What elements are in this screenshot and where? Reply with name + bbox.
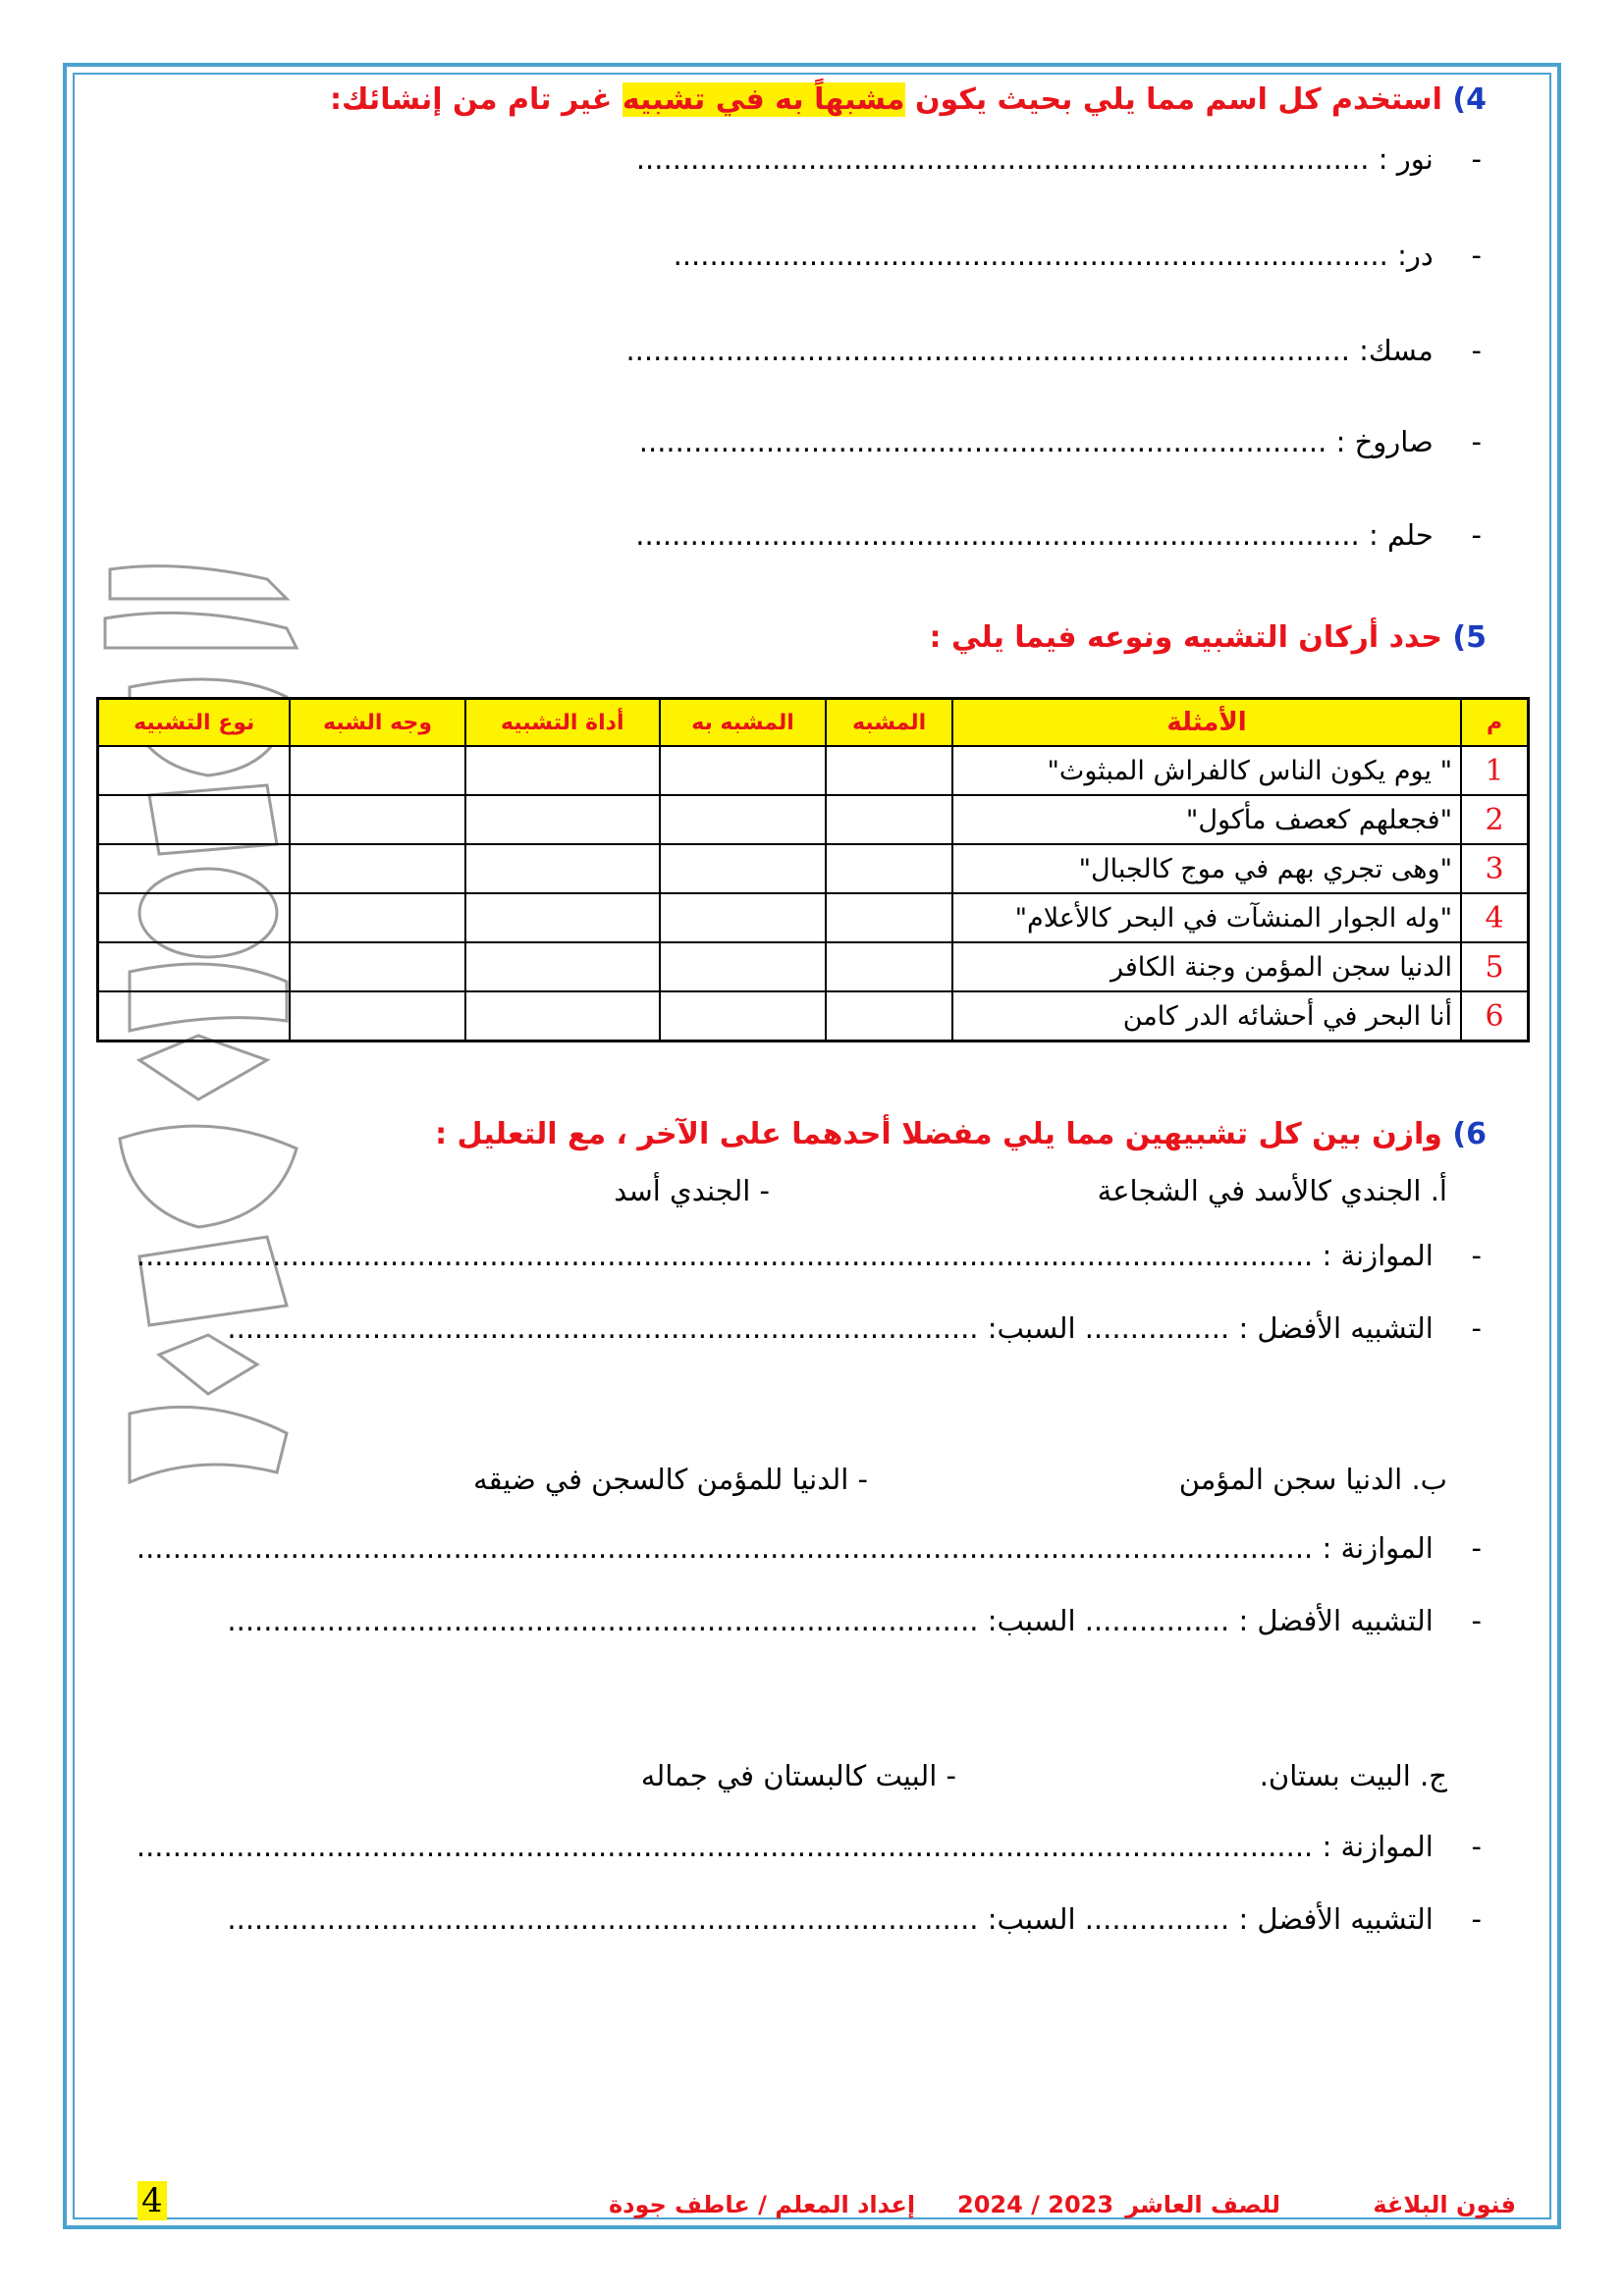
table-row (98, 991, 1529, 1041)
row-number: 1 (1461, 746, 1529, 795)
section-4-text-after: غير تام من إنشائك: (330, 82, 613, 117)
table-row (98, 746, 1529, 795)
comparison-label: الموازنة : (1322, 1531, 1434, 1565)
list-item (636, 142, 1482, 176)
answer-line[interactable]: ................................................................................. (635, 142, 1370, 176)
answer-cell[interactable] (98, 844, 291, 893)
table-header-row (98, 699, 1529, 747)
answer-cell[interactable] (98, 942, 291, 991)
footer-subject: فنون البلاغة (1373, 2191, 1516, 2218)
comparison-label: الموازنة : (1322, 1830, 1434, 1863)
answer-cell[interactable] (465, 942, 660, 991)
list-item (625, 334, 1482, 367)
answer-line[interactable]: ................................................................................ (625, 334, 1350, 367)
answer-line[interactable]: ................ (1084, 1604, 1230, 1637)
item-dash: - (1471, 142, 1482, 176)
best-simile-line (227, 1604, 1482, 1637)
example-cell: "وله الجوار المنشآت في البحر كالأعلام" (952, 893, 1461, 942)
pair-first-text: الدنيا سجن المؤمن (1178, 1463, 1403, 1496)
table-row (98, 893, 1529, 942)
page-number: 4 (137, 2181, 167, 2220)
item-label: حلم : (1368, 518, 1434, 552)
item-dash: - (1471, 239, 1482, 272)
item-label: صاروخ : (1335, 425, 1434, 458)
row-number: 3 (1461, 844, 1529, 893)
row-number: 5 (1461, 942, 1529, 991)
best-label: التشبيه الأفضل : (1238, 1604, 1434, 1637)
answer-cell[interactable] (98, 991, 291, 1041)
section-5-title: حدد أركان التشبيه ونوعه فيما يلي : (929, 620, 1442, 655)
pair-second: - البيت كالبستان في جماله (640, 1759, 956, 1792)
footer-author: إعداد المعلم / عاطف جودة (609, 2191, 916, 2218)
reason-label: السبب: (987, 1902, 1076, 1936)
answer-cell[interactable] (660, 893, 826, 942)
item-dash: - (1471, 1902, 1482, 1936)
answer-line[interactable]: ................................................................................... (227, 1902, 979, 1936)
answer-cell[interactable] (290, 893, 464, 942)
item-dash: - (1471, 425, 1482, 458)
col-header: م (1461, 699, 1529, 747)
answer-cell[interactable] (826, 795, 952, 844)
section-4-text-before: استخدم كل اسم مما يلي بحيث يكون (914, 82, 1442, 117)
answer-line[interactable]: .................................................................................................................................. (135, 1830, 1314, 1863)
answer-cell[interactable] (290, 991, 464, 1041)
section-6-number: 6) (1452, 1117, 1487, 1151)
footer-year: 2024 / 2023 (957, 2191, 1114, 2218)
col-header: وجه الشبه (290, 699, 464, 747)
pair-letter: أ. (1430, 1174, 1447, 1207)
answer-cell[interactable] (660, 844, 826, 893)
list-item (635, 518, 1482, 552)
answer-line[interactable]: ................................................................................ (635, 518, 1360, 552)
section-5-heading (930, 620, 1487, 655)
col-header: أداة التشبيه (465, 699, 660, 747)
answer-cell[interactable] (465, 795, 660, 844)
item-label: نور : (1378, 142, 1434, 176)
pair-first (1179, 1463, 1447, 1496)
item-dash: - (1471, 1604, 1482, 1637)
comparison-line (136, 1830, 1482, 1863)
answer-cell[interactable] (660, 795, 826, 844)
answer-cell[interactable] (660, 746, 826, 795)
section-6-title: وازن بين كل تشبيهين مما يلي مفضلا أحدهما على الآخر ، مع التعليل : (435, 1117, 1442, 1151)
item-label: در: (1397, 239, 1434, 272)
example-cell: أنا البحر في أحشائه الدر كامن (952, 991, 1461, 1041)
answer-cell[interactable] (290, 844, 464, 893)
item-dash: - (1471, 1830, 1482, 1863)
answer-line[interactable]: ................................................................................... (227, 1311, 979, 1345)
col-header: المشبه (826, 699, 952, 747)
reason-label: السبب: (987, 1311, 1076, 1345)
answer-cell[interactable] (826, 893, 952, 942)
answer-cell[interactable] (660, 991, 826, 1041)
table-row (98, 795, 1529, 844)
col-header: المشبه به (660, 699, 826, 747)
pair-second: - الدنيا للمؤمن كالسجن في ضيقه (473, 1463, 868, 1496)
answer-line[interactable]: ............................................................................... (673, 239, 1388, 272)
item-dash: - (1471, 334, 1482, 367)
example-cell: " يوم يكون الناس كالفراش المبثوث" (952, 746, 1461, 795)
reason-label: السبب: (987, 1604, 1076, 1637)
item-label: مسك: (1359, 334, 1434, 367)
col-header: نوع التشبيه (98, 699, 291, 747)
answer-cell[interactable] (98, 795, 291, 844)
answer-cell[interactable] (465, 746, 660, 795)
comparison-line (136, 1531, 1482, 1565)
table-row (98, 942, 1529, 991)
pair-first-text: الجندي كالأسد في الشجاعة (1097, 1174, 1422, 1207)
answer-cell[interactable] (826, 942, 952, 991)
pair-letter: ب. (1411, 1463, 1447, 1496)
answer-line[interactable]: ................ (1084, 1902, 1230, 1936)
pair-first (1098, 1174, 1447, 1207)
section-4-highlight: مشبهاً به في تشبيه (622, 82, 905, 117)
answer-cell[interactable] (290, 795, 464, 844)
example-cell: الدنيا سجن المؤمن وجنة الكافر (952, 942, 1461, 991)
answer-cell[interactable] (660, 942, 826, 991)
section-4-number: 4) (1452, 82, 1487, 117)
item-dash: - (1471, 1531, 1482, 1565)
answer-cell[interactable] (465, 893, 660, 942)
pair-first (1260, 1759, 1447, 1792)
comparison-line (136, 1239, 1482, 1272)
section-5-number: 5) (1452, 620, 1487, 655)
row-number: 2 (1461, 795, 1529, 844)
comparison-label: الموازنة : (1322, 1239, 1434, 1272)
section-6-heading (435, 1117, 1487, 1151)
best-simile-line (227, 1902, 1482, 1936)
answer-line[interactable]: .................................................................................................................................. (135, 1239, 1314, 1272)
item-dash: - (1471, 1311, 1482, 1345)
answer-cell[interactable] (826, 844, 952, 893)
item-dash: - (1471, 1239, 1482, 1272)
pair-letter: ج. (1420, 1759, 1447, 1792)
best-label: التشبيه الأفضل : (1238, 1311, 1434, 1345)
example-cell: "فجعلهم كعصف مأكول" (952, 795, 1461, 844)
answer-cell[interactable] (465, 991, 660, 1041)
answer-line[interactable]: .................................................................................................................................. (135, 1531, 1314, 1565)
similes-table (96, 697, 1530, 1042)
footer-grade: للصف العاشر (1125, 2191, 1280, 2218)
answer-line[interactable]: ............................................................................ (638, 425, 1327, 458)
answer-cell[interactable] (290, 942, 464, 991)
answer-line[interactable]: ................................................................................... (227, 1604, 979, 1637)
list-item (674, 239, 1482, 272)
pair-first-text: البيت بستان. (1259, 1759, 1411, 1792)
row-number: 4 (1461, 893, 1529, 942)
answer-line[interactable]: ................ (1084, 1311, 1230, 1345)
section-4-heading (330, 82, 1487, 117)
best-label: التشبيه الأفضل : (1238, 1902, 1434, 1936)
pair-second: - الجندي أسد (614, 1174, 770, 1207)
table-row (98, 844, 1529, 893)
answer-cell[interactable] (465, 844, 660, 893)
example-cell: "وهى تجري بهم في موج كالجبال" (952, 844, 1461, 893)
best-simile-line (227, 1311, 1482, 1345)
list-item (639, 425, 1482, 458)
answer-cell[interactable] (826, 991, 952, 1041)
row-number: 6 (1461, 991, 1529, 1041)
answer-cell[interactable] (290, 746, 464, 795)
answer-cell[interactable] (98, 893, 291, 942)
answer-cell[interactable] (98, 746, 291, 795)
col-header: الأمثلة (952, 699, 1461, 747)
item-dash: - (1471, 518, 1482, 552)
answer-cell[interactable] (826, 746, 952, 795)
